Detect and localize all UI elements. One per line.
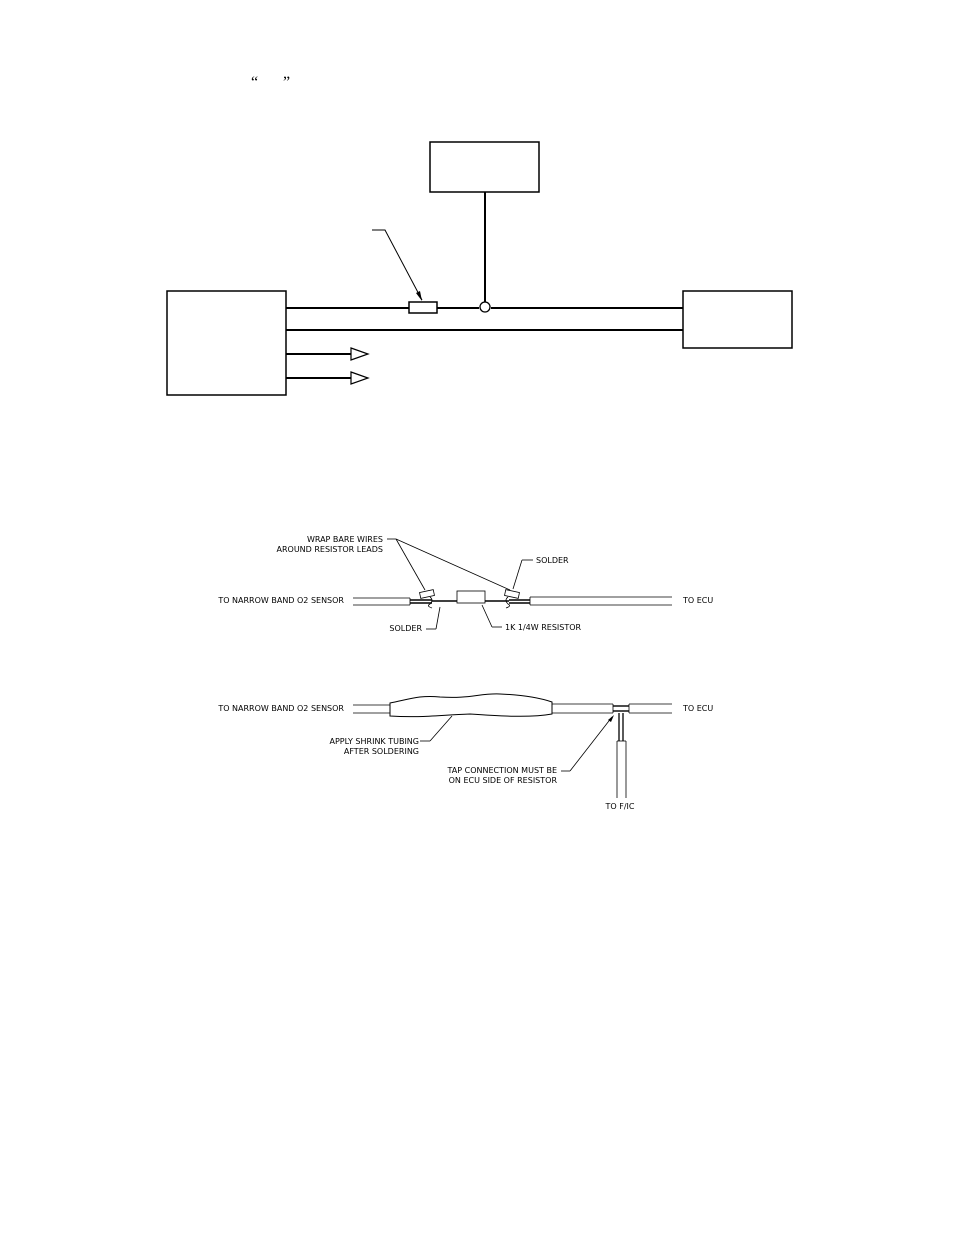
shrink-sensor-label: TO NARROW BAND O2 SENSOR [218, 704, 344, 713]
resistor-callout-arrowhead [416, 291, 422, 301]
right-solder-wrap [505, 590, 520, 599]
wrap-label-line1: WRAP BARE WIRES [306, 535, 383, 544]
output-arrow-1 [351, 348, 368, 360]
wrap-label-line2: AROUND RESISTOR LEADS [276, 545, 383, 554]
output-arrow-2 [351, 372, 368, 384]
top-box [430, 142, 539, 192]
shrink-tube [390, 694, 552, 717]
tap-label-line1: TAP CONNECTION MUST BE [447, 766, 557, 775]
solder-bottom-label: SOLDER [389, 624, 422, 633]
fic-label: TO F/IC [605, 802, 635, 811]
left-box [167, 291, 286, 395]
shrink-ecu-label: TO ECU [683, 704, 714, 713]
shrink-tubing-label-line1: APPLY SHRINK TUBING [329, 737, 419, 746]
heading-close-quote: ” [283, 74, 291, 91]
shrink-tubing-diagram [217, 694, 713, 811]
splice-diagram [217, 535, 713, 633]
splice-sensor-label: TO NARROW BAND O2 SENSOR [218, 596, 344, 605]
resistor-label: 1K 1/4W RESISTOR [505, 623, 582, 632]
shrink-tubing-label-line2: AFTER SOLDERING [343, 747, 419, 756]
junction-node [480, 302, 490, 312]
heading-open-quote: “ [251, 74, 259, 91]
right-box [683, 291, 792, 348]
tap-label-line2: ON ECU SIDE OF RESISTOR [448, 776, 557, 785]
block-diagram [167, 142, 792, 395]
splice-resistor-body [457, 591, 485, 603]
solder-top-label: SOLDER [536, 556, 569, 565]
resistor-symbol [409, 302, 437, 313]
left-solder-wrap [420, 590, 435, 599]
splice-ecu-label: TO ECU [683, 596, 714, 605]
resistor-callout-leader [372, 230, 422, 300]
